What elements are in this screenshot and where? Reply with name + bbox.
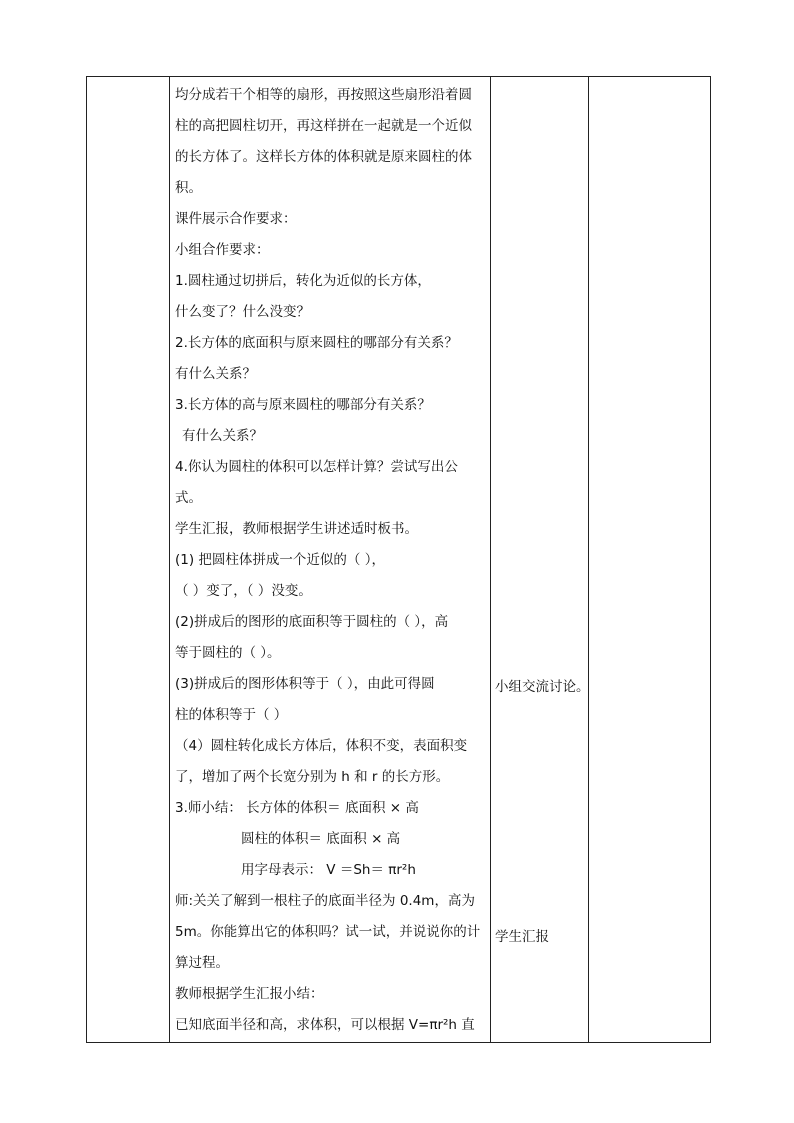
- student-activity-cell: [491, 77, 589, 1043]
- empty-cell-right: [589, 77, 711, 1043]
- content-line: (1) 把圆柱体拼成一个近似的（ ），: [175, 552, 385, 568]
- content-line: 小组合作要求：: [175, 242, 270, 258]
- content-line: 师:关关了解到一根柱子的底面半径为 0.4m，高为: [175, 893, 475, 909]
- content-line: 什么变了？什么没变？: [175, 304, 310, 320]
- content-line: 了，增加了两个长宽分别为 h 和 r 的长方形。: [175, 769, 450, 785]
- student-report-note: 学生汇报: [495, 929, 549, 945]
- content-line: 4.你认为圆柱的体积可以怎样计算？尝试写出公: [175, 459, 458, 475]
- content-line: 学生汇报，教师根据学生讲述适时板书。: [175, 521, 418, 537]
- table-row: [87, 77, 711, 1043]
- content-line: 2.长方体的底面积与原来圆柱的哪部分有关系？: [175, 335, 458, 351]
- student-activity: [491, 77, 588, 1042]
- content-line: （4）圆柱转化成长方体后，体积不变，表面积变: [175, 738, 468, 754]
- content-line: （ ）变了，（ ）没变。: [175, 583, 312, 599]
- teaching-content-cell: [170, 77, 491, 1043]
- content-line: 教师根据学生汇报小结：: [175, 986, 324, 1002]
- content-line: 柱的体积等于（ ）: [175, 707, 288, 723]
- content-line: 有什么关系？: [175, 366, 256, 382]
- content-line: 式。: [175, 490, 202, 506]
- content-line: 1.圆柱通过切拼后，转化为近似的长方体，: [175, 273, 431, 289]
- content-line: 等于圆柱的（ ）。: [175, 645, 281, 661]
- content-line: 课件展示合作要求：: [175, 211, 297, 227]
- content-line: 积。: [175, 180, 202, 196]
- content-line: 3.长方体的高与原来圆柱的哪部分有关系？: [175, 397, 431, 413]
- content-line: 均分成若干个相等的扇形，再按照这些扇形沿着圆: [175, 87, 472, 103]
- content-line: 3.师小结： 长方体的体积＝ 底面积 × 高: [175, 800, 419, 816]
- content-line: 5m。你能算出它的体积吗？试一试，并说说你的计: [175, 924, 481, 940]
- content-line: (2)拼成后的图形的底面积等于圆柱的（ ），高: [175, 614, 449, 630]
- content-line: 圆柱的体积＝ 底面积 × 高: [241, 831, 401, 847]
- content-line: 已知底面半径和高，求体积，可以根据 V=πr²h 直: [175, 1017, 475, 1033]
- content-line: 柱的高把圆柱切开，再这样拼在一起就是一个近似: [175, 118, 472, 134]
- lesson-plan-table: [86, 76, 711, 1043]
- group-discussion-note: 小组交流讨论。: [495, 679, 590, 695]
- content-line: 的长方体了。这样长方体的体积就是原来圆柱的体: [175, 149, 472, 165]
- empty-cell-left: [87, 77, 170, 1043]
- teaching-content: [170, 77, 490, 1041]
- content-line: 算过程。: [175, 955, 229, 971]
- content-line: 有什么关系？: [182, 428, 263, 444]
- content-line: (3)拼成后的图形体积等于（ ），由此可得圆: [175, 676, 435, 692]
- formula-line: 用字母表示： V ＝Sh＝ πr²h: [241, 862, 416, 878]
